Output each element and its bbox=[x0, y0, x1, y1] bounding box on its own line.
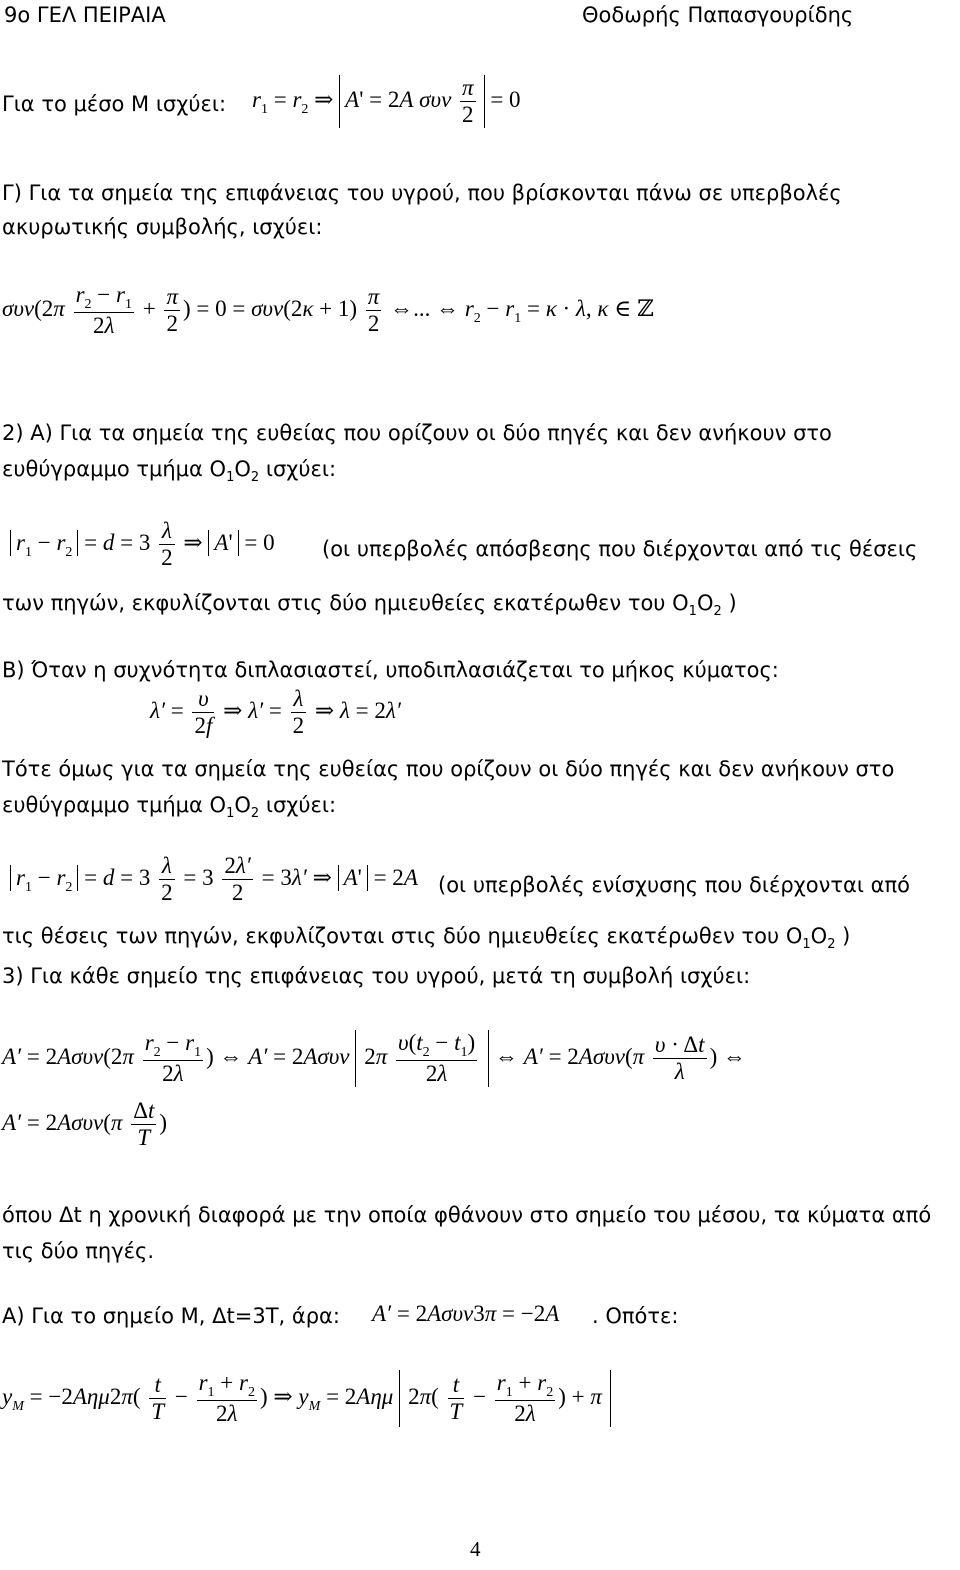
equation-amplitude-2: A′ = 2Aσυν(π $\frac{\Delta t}{T}$ ) bbox=[2, 1098, 168, 1150]
text-sources-2: τις θέσεις των πηγών, εκφυλίζονται στις δύο ημιευθείες εκατέρωθεν του $O_1O_2$ ) bbox=[2, 924, 851, 952]
text-two-sources: τις δύο πηγές. bbox=[2, 1239, 155, 1263]
equation-wavelength: λ′ = $\frac{\upsilon}{2f}$ ⇒ λ′ = $\frac{\lambda}{2}$ ⇒ λ = 2λ′ bbox=[150, 686, 401, 738]
text-constructive-note: (οι υπερβολές ενίσχυσης που διέρχονται από bbox=[438, 873, 910, 897]
text-destructive: ακυρωτικής συμβολής, ισχύει: bbox=[2, 215, 323, 239]
header-school: 9ο ΓΕΛ ΠΕΙΡΑΙΑ bbox=[4, 3, 166, 27]
text-delta-t: όπου Δt η χρονική διαφορά με την οποία φθάνουν στο σημείο του μέσου, τα κύματα από bbox=[2, 1203, 932, 1227]
equation-a-prime: A′ = 2Aσυν3π = −2A bbox=[372, 1301, 560, 1326]
text-section-gamma: Γ) Για τα σημεία της επιφάνειας του υγρού, που βρίσκονται πάνω σε υπερβολές bbox=[2, 181, 842, 205]
text-point-m: Α) Για το σημείο Μ, Δt=3T, άρα: bbox=[2, 1304, 340, 1328]
text-segment-1: ευθύγραμμο τμήμα $O_1O_2$ ισχύει: bbox=[2, 457, 337, 485]
text-section-2a: 2) Α) Για τα σημεία της ευθείας που ορίζουν οι δύο πηγές και δεν ανήκουν στο bbox=[2, 421, 832, 445]
text-section-3: 3) Για κάθε σημείο της επιφάνειας του υγρού, μετά τη συμβολή ισχύει: bbox=[2, 964, 751, 988]
equation-ym: $y_M = -2A\eta\mu 2\pi$( $\frac{t}{T}$ − $\frac{r_1 + r_2}{2\lambda}$ ) ⇒ $y_M = 2A\eta\mu$ 2π( $\frac{t}{T}$ − $\frac{r_1 + r_2}{2\lambda}$ ) + π bbox=[2, 1370, 611, 1427]
text-so: . Οπότε: bbox=[592, 1304, 679, 1328]
page-number: 4 bbox=[470, 1537, 481, 1561]
text-segment-2: ευθύγραμμο τμήμα $O_1O_2$ ισχύει: bbox=[2, 793, 337, 821]
equation-amplitude-1: A′ = 2Aσυν(2π $\frac{r_2 - r_1}{2\lambda}$ ) ⇔ A′ = 2Aσυν 2π $\frac{\upsilon(t_2 - t_1)}{2\lambda}$ ⇔ A′ = 2Aσυν(π $\frac{\upsilon \cdot \Delta t}{\lambda}$ ) ⇔ bbox=[2, 1030, 746, 1086]
text-destructive-note: (οι υπερβολές απόσβεσης που διέρχονται από τις θέσεις bbox=[322, 537, 918, 561]
equation-constructive: $r_1 - r_2 = d = 3$ $\frac{\lambda}{2}$ = 3 $\frac{2\lambda'}{2}$ = 3λ′ ⇒ A' = 2A bbox=[10, 853, 418, 906]
equation-destructive: συν(2π $\frac{r_2 - r_1}{2\lambda}$ + $\frac{\pi}{2}$ ) = 0 = συν(2κ + 1) $\frac{\pi}{2}$ ⇔... ⇔ $r_2 - r_1 = \kappa \cdot \lambda$, κ ∈ ℤ bbox=[2, 282, 654, 338]
equation-d-3lambda-half: $r_1 - r_2 = d = 3$ $\frac{\lambda}{2}$ ⇒ A' = 0 bbox=[10, 518, 275, 571]
header-author: Θοδωρής Παπασγουρίδης bbox=[582, 3, 854, 27]
text-midpoint: Για το μέσο Μ ισχύει: bbox=[2, 92, 227, 116]
equation-midpoint: $r_1 = r_2$ ⇒ A' = 2A συν $\frac{\pi}{2}$ = 0 bbox=[252, 75, 521, 127]
text-then: Τότε όμως για τα σημεία της ευθείας που ορίζουν οι δύο πηγές και δεν ανήκουν στο bbox=[2, 757, 895, 781]
text-sources-1: των πηγών, εκφυλίζονται στις δύο ημιευθείες εκατέρωθεν του $O_1O_2$ ) bbox=[2, 591, 737, 619]
text-section-b: Β) Όταν η συχνότητα διπλασιαστεί, υποδιπλασιάζεται το μήκος κύματος: bbox=[2, 658, 779, 682]
